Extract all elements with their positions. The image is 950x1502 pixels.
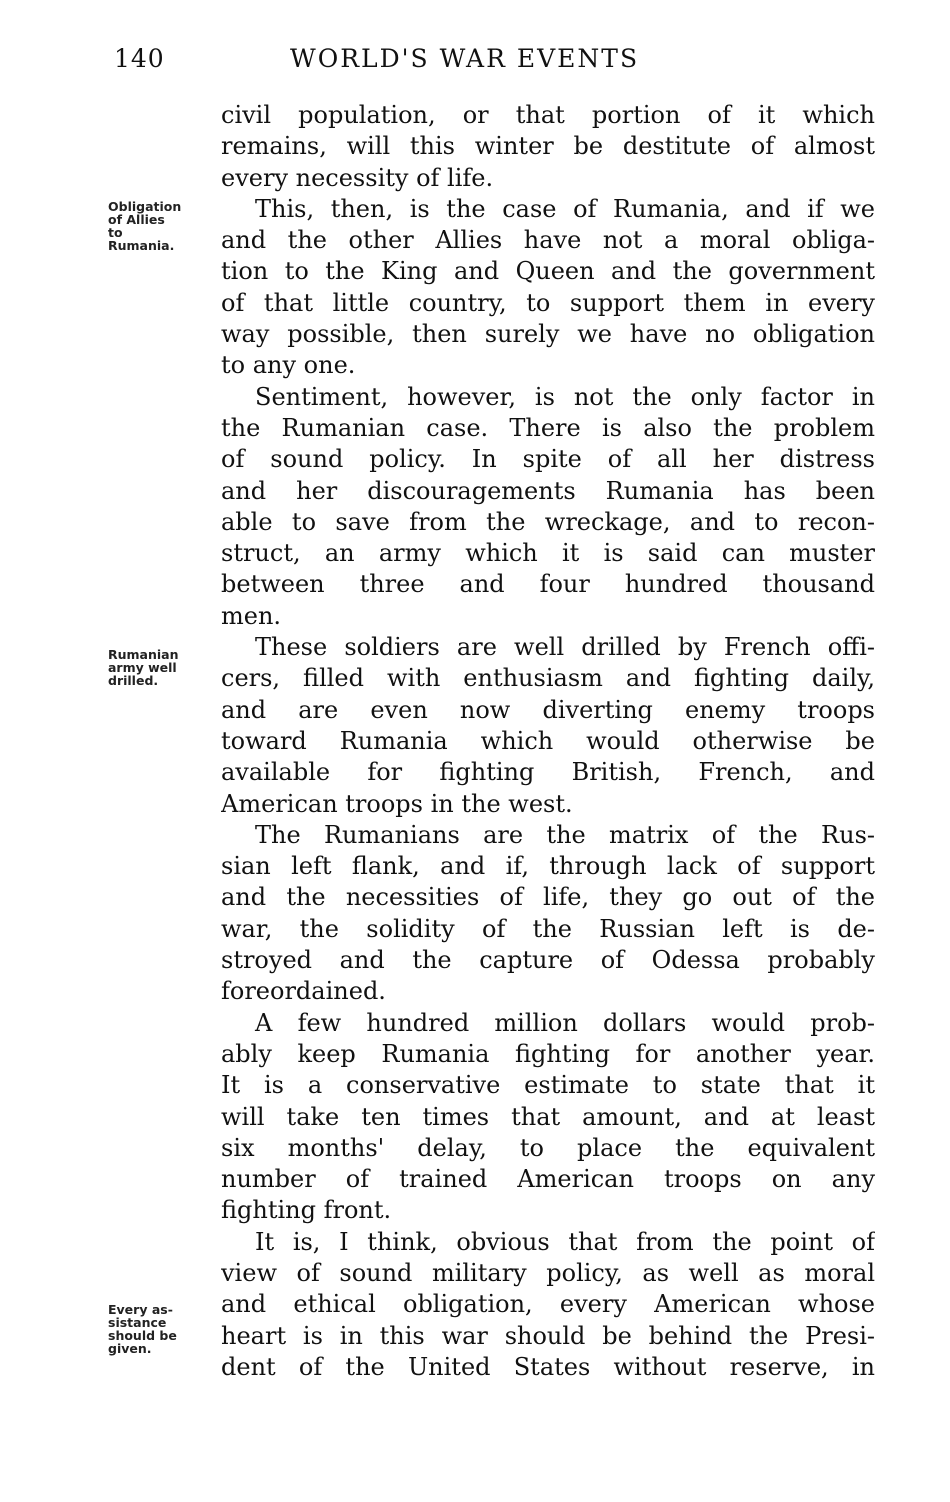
text-line: of that little country, to support them in every: [221, 288, 875, 317]
text-line: every necessity of life.: [221, 163, 494, 192]
text-line: number of trained American troops on any: [221, 1165, 875, 1194]
text-line: men.: [221, 601, 282, 630]
text-line: ably keep Rumania fighting for another year.: [221, 1039, 875, 1068]
side-note-line: should be: [108, 1328, 177, 1343]
side-note-line: to: [108, 225, 123, 240]
text-line: war, the solidity of the Russian left is de-: [221, 914, 875, 943]
text-line: tion to the King and Queen and the government: [221, 257, 875, 286]
text-line: American troops in the west.: [221, 789, 573, 818]
text-line: This, then, is the case of Rumania, and if we: [255, 194, 875, 223]
text-line: It is a conservative estimate to state that it: [221, 1071, 875, 1100]
side-note-line: Rumania.: [108, 238, 175, 253]
text-line: view of sound military policy, as well as moral: [221, 1258, 875, 1287]
text-line: foreordained.: [221, 977, 386, 1006]
text-line: available for fighting British, French, and: [221, 758, 875, 787]
side-note-line: sistance: [108, 1315, 167, 1330]
text-line: and her discouragements Rumania has been: [221, 476, 875, 505]
text-line: fighting front.: [221, 1196, 392, 1225]
side-note-assistance: [108, 1303, 218, 1355]
side-note-line: army well: [108, 660, 177, 675]
text-line: cers, filled with enthusiasm and fighting daily,: [221, 664, 875, 693]
text-line: Sentiment, however, is not the only factor in: [255, 382, 875, 411]
text-line: heart is in this war should be behind the Presi-: [221, 1321, 875, 1350]
text-line: six months' delay, to place the equivalent: [221, 1133, 875, 1162]
text-line: to any one.: [221, 351, 356, 380]
text-line: dent of the United States without reserve, in: [221, 1352, 875, 1381]
text-line: These soldiers are well drilled by French offi-: [255, 633, 875, 662]
text-line: stroyed and the capture of Odessa probably: [221, 946, 875, 975]
text-line: and are even now diverting enemy troops: [221, 695, 875, 724]
page-number: 140: [114, 44, 165, 73]
text-line: It is, I think, obvious that from the point of: [255, 1227, 875, 1256]
text-line: will take ten times that amount, and at least: [221, 1102, 875, 1131]
side-note-line: of Allies: [108, 212, 165, 227]
running-header: [0, 44, 950, 84]
text-line: sian left flank, and if, through lack of support: [221, 852, 875, 881]
side-note-line: given.: [108, 1341, 152, 1356]
text-line: of sound policy. In spite of all her distress: [221, 445, 875, 474]
side-note-line: Obligation: [108, 199, 182, 214]
text-line: between three and four hundred thousand: [221, 570, 875, 599]
side-note-line: Rumanian: [108, 647, 179, 662]
text-line: able to save from the wreckage, and to recon-: [221, 507, 875, 536]
text-line: The Rumanians are the matrix of the Rus-: [255, 820, 875, 849]
text-line: struct, an army which it is said can muster: [221, 539, 875, 568]
text-line: remains, will this winter be destitute of almost: [221, 132, 875, 161]
text-line: and the necessities of life, they go out of the: [221, 883, 875, 912]
side-note-army: [108, 648, 218, 687]
text-line: toward Rumania which would otherwise be: [221, 726, 875, 755]
text-line: way possible, then surely we have no obligation: [221, 320, 875, 349]
text-line: the Rumanian case. There is also the problem: [221, 413, 875, 442]
text-line: A few hundred million dollars would prob-: [255, 1008, 875, 1037]
side-note-obligation: [108, 200, 218, 252]
running-title: WORLD'S WAR EVENTS: [290, 44, 640, 73]
side-note-line: drilled.: [108, 673, 159, 688]
body-text: [221, 100, 875, 1383]
text-line: and the other Allies have not a moral obliga-: [221, 226, 875, 255]
text-line: and ethical obligation, every American whose: [221, 1290, 875, 1319]
text-line: civil population, or that portion of it which: [221, 101, 875, 129]
side-note-line: Every as-: [108, 1302, 173, 1317]
